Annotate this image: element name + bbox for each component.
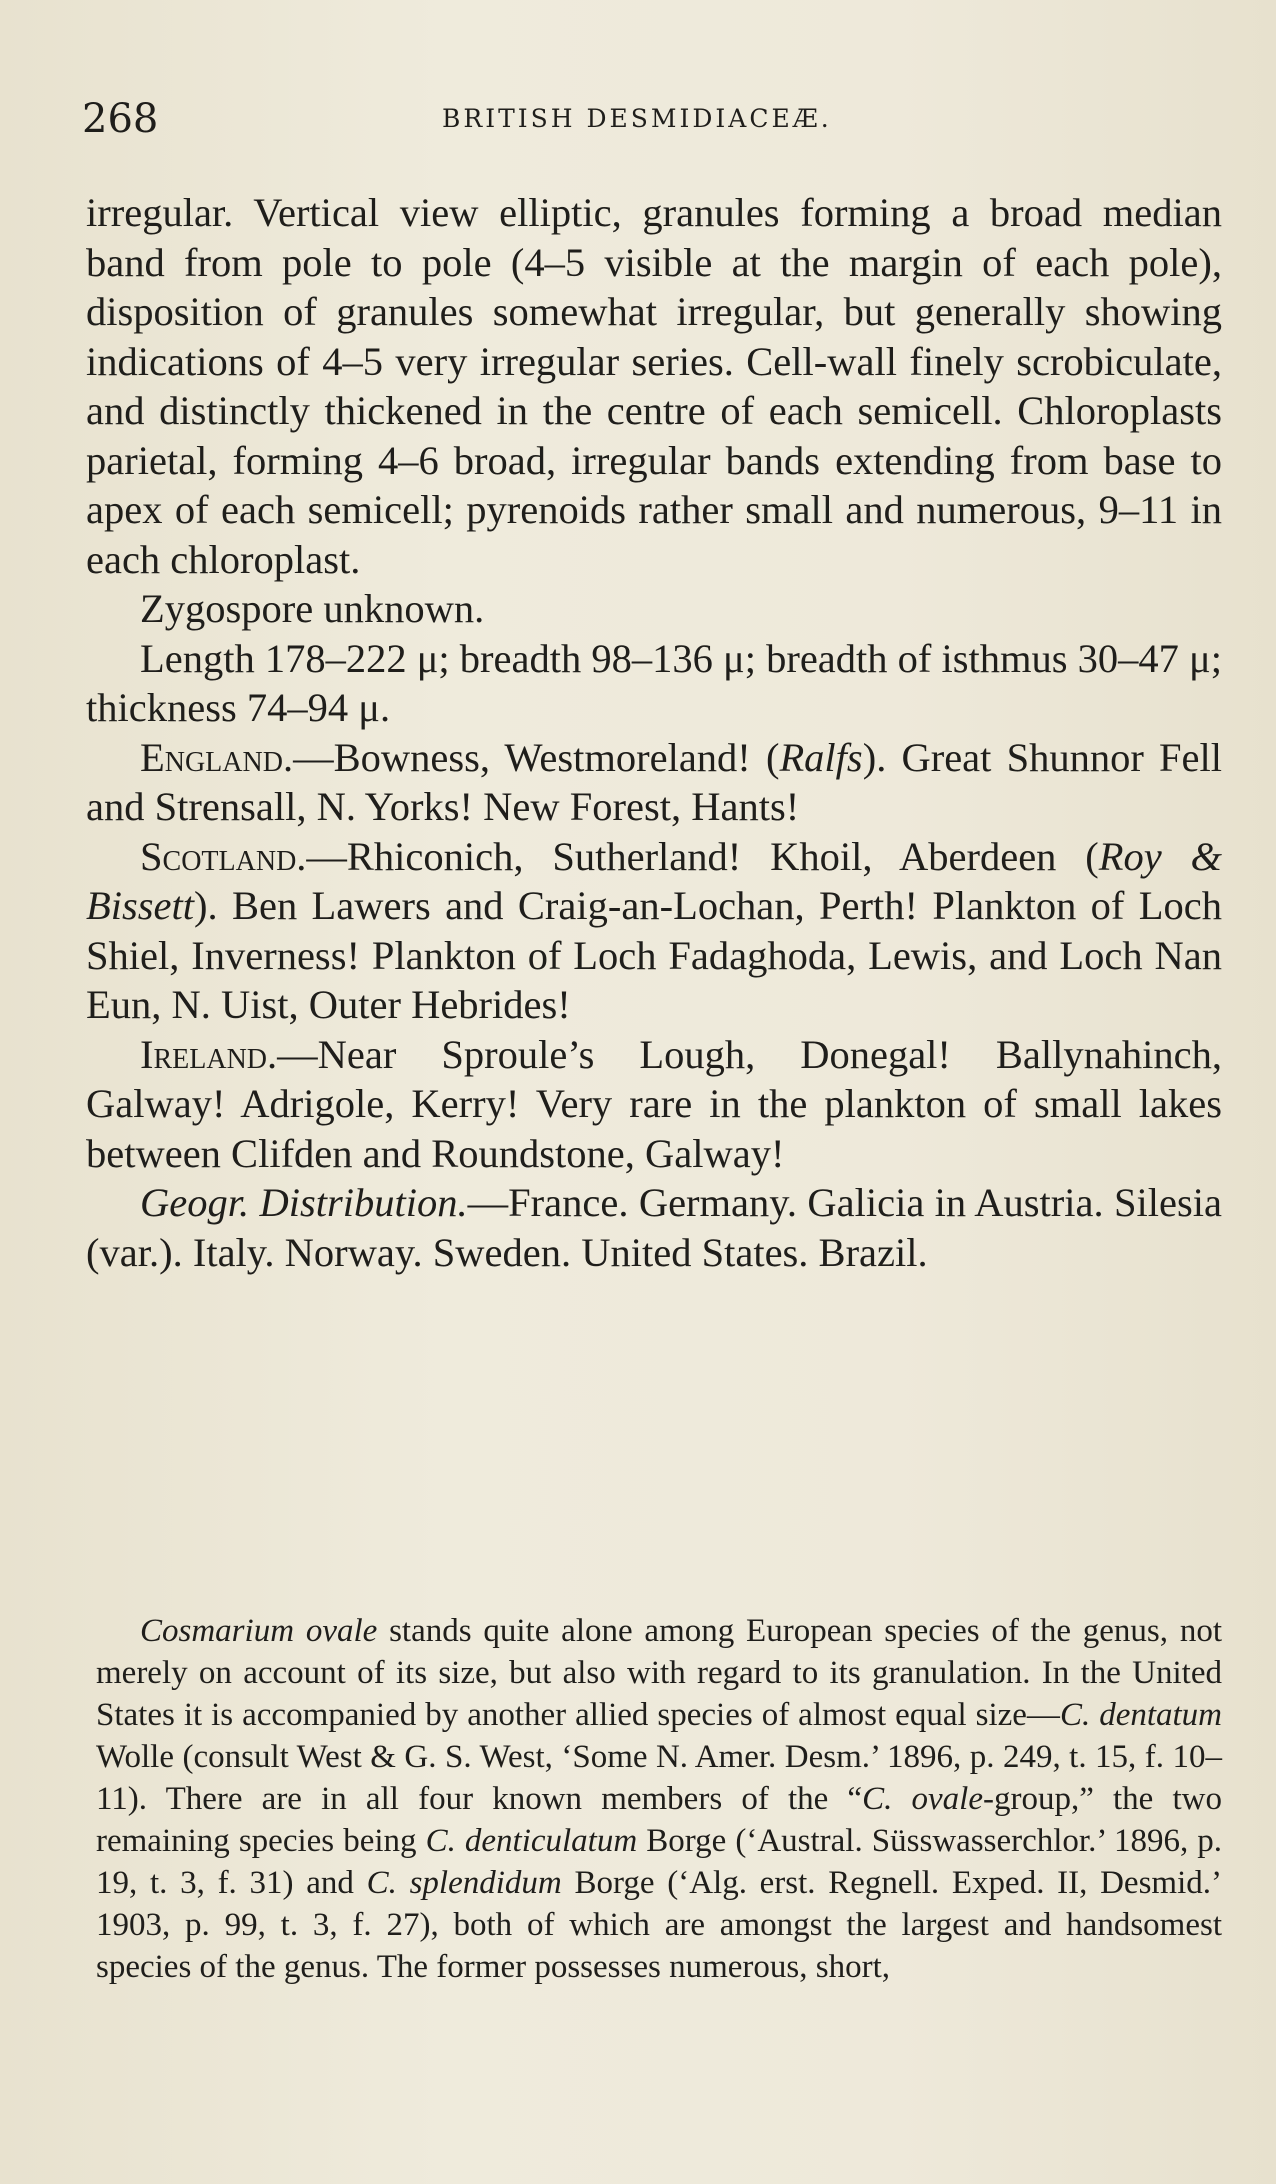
locality-scotland bbox=[86, 832, 1222, 1030]
note-text: stands quite alone among European species of the genus, not merely on account of its size, but also with regard to its granulation. In the United States it is accompanied by another allied species of almost equal size— bbox=[96, 1613, 1222, 1733]
england-label: England. bbox=[140, 734, 294, 780]
page-number: 268 bbox=[82, 96, 159, 142]
species-name: C. splendidum bbox=[366, 1865, 562, 1901]
note-text: -group,” the two remaining species being bbox=[96, 1781, 1222, 1859]
zygospore-line: Zygospore unknown. bbox=[140, 586, 485, 631]
dimensions-line: Length 178–222 μ; breadth 98–136 μ; breadth of isthmus 30–47 μ; thickness 74–94 μ. bbox=[86, 635, 1223, 730]
geographic-distribution bbox=[86, 1178, 1222, 1277]
remarks-note bbox=[96, 1610, 1222, 1988]
england-text-b: ). Great Shunnor Fell and Strensall, N. Yorks! New Forest, Hants! bbox=[86, 734, 1222, 829]
species-name: C. denticulatum bbox=[425, 1823, 638, 1859]
ireland-text: —Near Sproule’s Lough, Donegal! Ballynahinch, Galway! Adrigole, Kerry! Very rare in the plankton of small lakes between Clifden and Roundstone, Galway! bbox=[86, 1031, 1222, 1176]
note-text: Borge (‘Alg. erst. Regnell. Exped. II, Desmid.’ 1903, p. 99, t. 3, f. 27), both of which are amongst the largest and handsomest species of the genus. The former possesses numerous, short, bbox=[96, 1865, 1222, 1985]
note-paragraph bbox=[96, 1610, 1222, 1988]
page-header bbox=[82, 96, 1222, 146]
geogr-text: —France. Germany. Galicia in Austria. Silesia (var.). Italy. Norway. Sweden. United States. Brazil. bbox=[86, 1180, 1222, 1275]
scotland-text-a: —Rhiconich, Sutherland! Khoil, Aberdeen ( bbox=[306, 833, 1099, 879]
note-text: Wolle (consult West & G. S. West, ‘Some N. Amer. Desm.’ 1896, p. 249, t. 15, f. 10–11). There are in all four known members of the “ bbox=[96, 1739, 1222, 1817]
scotland-label: Scotland. bbox=[140, 833, 307, 879]
england-authority: Ralfs bbox=[779, 734, 863, 780]
description-paragraph: irregular. Vertical view elliptic, granules forming a broad median band from pole to pole (4–5 visible at the margin of each pole), disposition of granules somewhat irregular, but generally showing indications of 4–5 very irregular series. Cell-wall finely scrobiculate, and distinctly thickened in the centre of each semicell. Chloroplasts parietal, forming 4–6 broad, irregular bands extending from base to apex of each semicell; pyrenoids rather small and numerous, 9–11 in each chloroplast. bbox=[86, 190, 1222, 582]
running-title: BRITISH DESMIDIACEÆ. bbox=[442, 104, 832, 133]
note-text: Borge (‘Austral. Süsswasserchlor.’ 1896, p. 19, t. 3, f. 31) and bbox=[96, 1823, 1222, 1901]
species-name: C. ovale bbox=[862, 1781, 983, 1817]
species-name: C. dentatum bbox=[1059, 1697, 1223, 1733]
ireland-label: Ireland. bbox=[140, 1031, 278, 1077]
locality-ireland bbox=[86, 1030, 1222, 1179]
species-name: Cosmarium ovale bbox=[140, 1613, 378, 1649]
england-text-a: —Bowness, Westmoreland! ( bbox=[293, 734, 780, 780]
locality-england bbox=[86, 733, 1222, 832]
geogr-label: Geogr. Distribution. bbox=[140, 1180, 468, 1225]
scotland-authority: Roy & Bissett bbox=[86, 833, 1223, 928]
scotland-text-b: ). Ben Lawers and Craig-an-Lochan, Perth! Plankton of Loch Shiel, Inverness! Plankton of Loch Fadaghoda, Lewis, and Loch Nan Eun, N. Uist, Outer Hebrides! bbox=[86, 883, 1222, 1027]
species-description bbox=[86, 188, 1222, 1277]
